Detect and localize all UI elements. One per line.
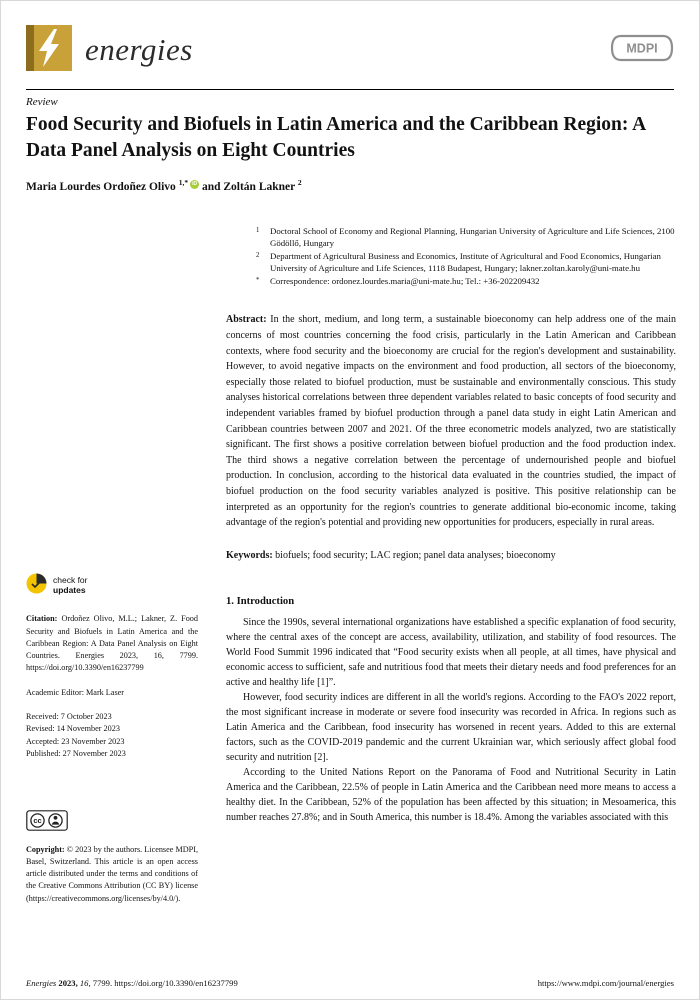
keywords — [226, 548, 676, 563]
main-column — [226, 225, 676, 825]
author-2-affmark: 2 — [297, 178, 302, 187]
check-for-updates-badge[interactable] — [26, 573, 198, 598]
footer-journal-url[interactable]: https://www.mdpi.com/journal/energies — [537, 978, 674, 988]
check-updates-line2: updates — [53, 584, 86, 595]
correspondence-text[interactable]: Correspondence: ordonez.lourdes.maria@uni-mate.hu; Tel.: +36-202209432 — [270, 275, 540, 286]
sidebar — [26, 573, 198, 905]
page-header — [26, 23, 674, 77]
footer-citation[interactable] — [26, 978, 238, 988]
author-line — [26, 178, 676, 193]
academic-editor-name: Mark Laser — [86, 687, 124, 697]
intro-paragraph-3: According to the United Nations Report on the Panorama of Food and Nutritional Security in Latin America and the Caribbean, 22.5% of people in Latin America and the Caribbean need more means to access a healthy diet. In the Caribbean, 52% of the population has been affected by this situation; in Mesoamerica, this number reaches 27.8%; and in South America, this number is 18.4%. Among the variables associated with this — [226, 766, 676, 823]
author-1: Maria Lourdes Ordoñez Olivo — [26, 180, 176, 193]
cc-by-icon — [26, 810, 68, 831]
footer-journal: Energies — [26, 978, 59, 988]
cc-by-license-badge[interactable] — [26, 810, 198, 835]
date-accepted: Accepted: 23 November 2023 — [26, 736, 125, 746]
abstract-label: Abstract: — [226, 314, 267, 326]
footer-doi: , 7799. https://doi.org/10.3390/en16237799 — [88, 978, 238, 988]
keywords-text: biofuels; food security; LAC region; panel data analyses; bioeconomy — [275, 549, 556, 561]
header-divider — [26, 89, 674, 90]
date-revised: Revised: 14 November 2023 — [26, 724, 120, 734]
abstract-text: In the short, medium, and long term, a sustainable bioeconomy can help address one of the main concerns of most countries concerning the food crisis, particularly in the Latin American and Caribbean contexts, where food security and the bioeconomy are crucial for the region's development and sustainability. However, to avoid negative impacts on the environment and food production, all sectors of the bioeconomy, especially those related to biofuel production, must be sustainable and environmentally conscious. This study analyses historical correlations between three dependent variables related to basic concepts of food security and independent variables framed by biofuel production through a panel data study in eight Latin American and Caribbean countries between 2007 and 2021. Of the three econometric models analyzed, two are statistically significant. The first shows a positive correlation between biofuel production and the food production index. The third shows a negative correlation between the percentage of undernourished people and biofuel production. In conclusion, according to the historical data evaluated in the countries studied, the impact of biofuel production on the food security variables analyzed is positive. This positive relationship can be interpreted as an opportunity for the region's countries to generate additional bio-economic income, taking advantage of the region's potential and providing new opportunities for producers, especially in rural areas. — [226, 314, 676, 529]
article-type: Review — [26, 96, 58, 108]
energies-logo-icon — [26, 25, 72, 76]
check-updates-label — [53, 576, 88, 596]
affiliation-2 — [256, 250, 676, 275]
affiliation-2-text: Department of Agricultural Business and Economics, Institute of Agricultural and Food Economics, Hungarian University of Agriculture and Life Sciences, 1118 Budapest, Hungary; lakner.zoltan.karoly@uni-mate.hu — [270, 250, 661, 274]
date-published: Published: 27 November 2023 — [26, 748, 126, 758]
crossmark-icon — [26, 573, 47, 598]
keywords-label: Keywords: — [226, 549, 273, 561]
page-title: Food Security and Biofuels in Latin America and the Caribbean Region: A Data Panel Analysis on Eight Countries — [26, 114, 646, 161]
copyright-label: Copyright: — [26, 844, 65, 854]
abstract — [226, 312, 676, 530]
academic-editor — [26, 687, 198, 699]
author-1-affmark: 1,* — [178, 178, 189, 187]
author-2: Zoltán Lakner — [223, 180, 296, 193]
journal-name: energies — [85, 32, 193, 67]
date-received: Received: 7 October 2023 — [26, 712, 112, 722]
footer-volume: 16 — [79, 978, 89, 988]
citation-label: Citation: — [26, 614, 58, 624]
correspondence — [256, 275, 676, 287]
mdpi-logo-text: MDPI — [626, 41, 658, 55]
journal-logo-group — [26, 25, 193, 76]
copyright-block — [26, 844, 198, 905]
citation-block — [26, 613, 198, 674]
article-dates — [26, 711, 198, 760]
page-footer — [26, 978, 674, 998]
orcid-icon[interactable]: iD — [192, 181, 198, 187]
academic-editor-label: Academic Editor: — [26, 687, 84, 697]
affiliations — [226, 225, 676, 287]
affiliation-1-text: Doctoral School of Economy and Regional Planning, Hungarian University of Agriculture and Life Sciences, 2100 Gödöllő, Hungary — [270, 226, 675, 249]
intro-paragraph-2: However, food security indices are different in all the world's regions. According to the FAO's 2022 report, the most significant increase in moderate or severe food insecurity was recorded in Africa. In regions such as Latin America and the Caribbean, food insecurity has worsened in recent years. Added to this are external factors, such as the COVID-2019 pandemic and the current Ukrainian war, which seriously affect global food security and nutrition [2]. — [226, 691, 676, 763]
footer-year: 2023, — [58, 978, 80, 988]
affiliation-1-marker: 1 — [256, 227, 260, 234]
mdpi-logo — [610, 34, 674, 67]
affiliation-1 — [256, 225, 676, 250]
authors-separator: and — [201, 180, 221, 193]
correspondence-marker: * — [256, 276, 260, 284]
check-updates-line1: check for — [53, 574, 88, 585]
svg-text:cc: cc — [33, 816, 42, 826]
affiliation-2-marker: 2 — [256, 251, 260, 259]
intro-paragraph-1: Since the 1990s, several international organizations have established a specific explanation of food security, where the central axes of the concept are access, availability, utilization, and stability of food resources. The World Food Summit 1996 indicated that “Food security exists when all people, at all times, have physical and economic access to sufficient, safe and nutritious food that meets their dietary needs and food preferences for an active and healthy life [1]”. — [226, 616, 676, 688]
section-heading-introduction: 1. Introduction — [226, 595, 295, 607]
copyright-text: © 2023 by the authors. Licensee MDPI, Basel, Switzerland. This article is an open access article distributed under the terms and conditions of the Creative Commons Attribution (CC BY) license (https://creativecommons.org/licenses/by/4.0/). — [26, 844, 199, 903]
citation-text[interactable]: Ordoñez Olivo, M.L.; Lakner, Z. Food Security and Biofuels in Latin America and the Caribbean Region: A Data Panel Analysis on Eight Countries. Energies 2023, 16, 7799. https://doi.org/10.3390/en16237799 — [26, 614, 198, 673]
